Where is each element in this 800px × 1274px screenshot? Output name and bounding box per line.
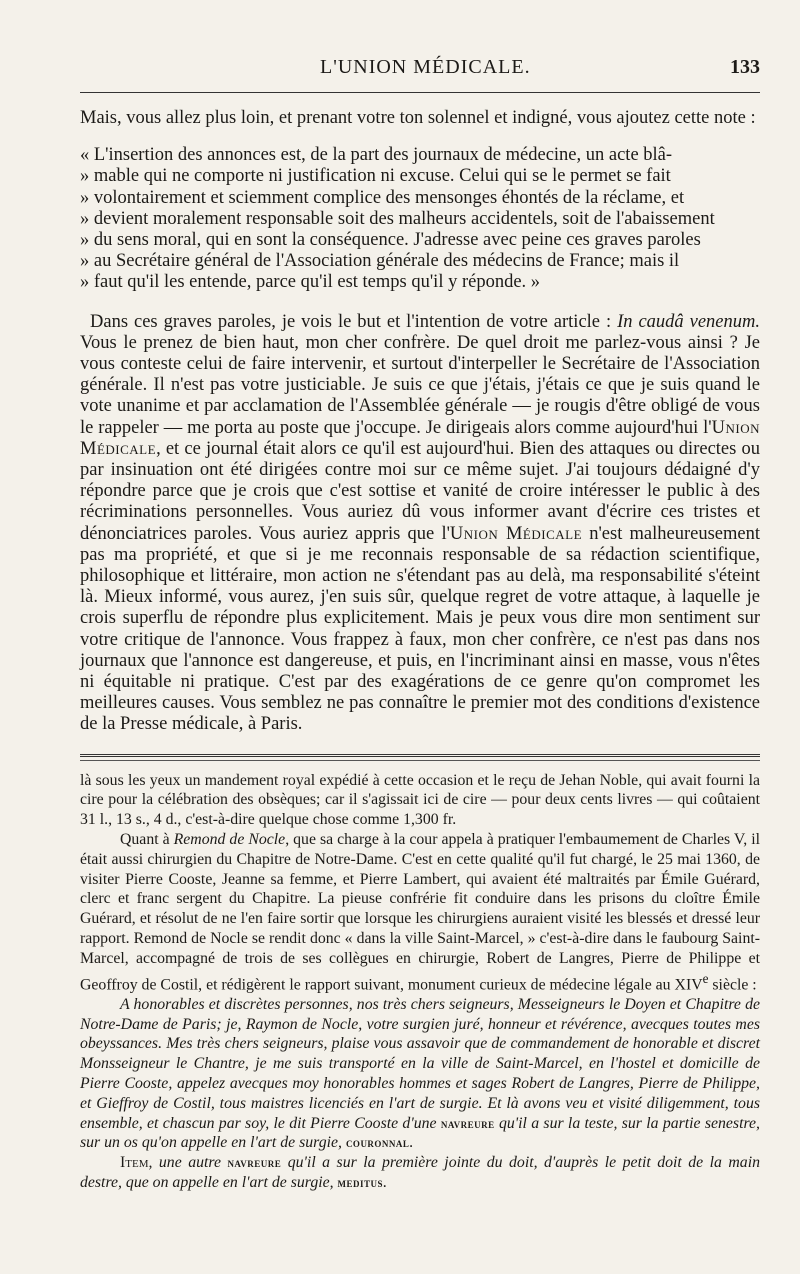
footnote-paragraph: là sous les yeux un mandement royal expédié à cette occasion et le reçu de Jehan Noble, qui avait fourni la cire pour la célébration des obsèques; car il s'agissait ici de cire — pour deux cents livres — qui coûtaient 31 l., 13 s., 4 d., c'est-à-dire quelque chose comme 1,300 fr. [80,771,760,829]
medieval-report-item [80,1153,760,1193]
journal-name: Union Médicale [449,523,583,544]
text-run: , une autre [148,1154,228,1172]
text-run: A honorables et discrètes personnes, nos très chers seigneurs, Messeigneurs le Doyen et Chapitre de Notre-Dame de Paris; je, Raymon de Nocle, votre surgien juré, honneur et révérence, avecques toutes mes obeyssances. Mes très chers seigneurs, plaise vous assavoir que de commandement de honorable et discret Monsseigneur le Chantre, je me suis transporté en la ville de Saint-Marcel, en l'hostel et domicille de Pierre Cooste, appelez avecques moy honorables hommes et sages Robert de Langres, Pierre de Philippe, et Gieffroy de Costil, tous maistres licenciés en l'art de surgie. Et là avons veu et visité diligemment, tous ensemble, et chascun par soy, le dit Pierre Cooste d'une [80,995,760,1132]
medieval-report [80,995,760,1153]
text-run: siècle : [708,975,757,993]
quote-line: « L'insertion des annonces est, de la part des journaux de médecine, un acte blâ- [80,145,673,166]
text-run: . [409,1134,414,1152]
item-label: Item [120,1154,149,1172]
header-rule [80,92,760,93]
term: meditus [337,1174,384,1190]
superscript: e [702,970,709,986]
text-run: , et ce journal était alors ce qu'il est aujourd'hui. Bien des attaques ou directes ou par insinuation ont été dirigées contre moi sur ce même sujet. J'ai toujours dédaigné d'y répondre parce que je crois que c'est sottise et vanité de croire intéresser le public à des récriminations personnelles. Vous auriez dû vous informer avant d'écrire ces tristes et dénonciatrices paroles. Vous auriez appris que l' [80,438,760,544]
text-run: . [383,1173,388,1191]
person-name: Remond de Nocle [173,831,286,849]
quote-line: » du sens moral, qui en sont la conséquence. J'adresse avec peine ces graves paroles [80,230,701,251]
term: navreure [440,1115,495,1131]
text-run: Dans ces graves paroles, je vois le but et l'intention de votre article : [90,311,618,332]
footnotes [80,771,760,1193]
latin-phrase: In caudâ venenum. [617,311,760,332]
text-run: , que sa charge à la cour appela à pratiquer l'embaumement de Charles V, il était aussi chirurgien du Chapitre de Notre-Dame. C'est en cette qualité qu'il fut chargé, le 25 mai 1360, de visiter Pierre Cooste, Jeanne sa femme, et Pierre Lambert, qui avaient été maltraités par Émile Guérard, clerc et franc sergent du Chapitre. La pieuse confrérie fit conduire dans les prisons du cloître Émile Guérard, et résolut de ne l'en faire sortir que lorsque les chirurgiens auraient visité les blessés et dressé leur rapport. Remond de Nocle se rendit donc « dans la ville Saint-Marcel, » c'est-à-dire dans le faubourg Saint-Marcel, accompagné de trois de ses collègues en chirurgie, Robert de Langres, Pierre de Philippe et Geoffroy de Costil, et rédigèrent le rapport suivant, monument curieux de médecine légale au [80,831,760,993]
journal-name: Union Médicale [80,417,760,459]
term: couronnal [345,1135,410,1151]
quote-line: » faut qu'il les entende, parce qu'il est temps qu'il y réponde. » [80,272,541,293]
text-run: Quant à [120,831,174,849]
running-title: L'UNION MÉDICALE. [320,56,531,78]
century-numeral: XIV [674,975,703,993]
paragraph-intro: Mais, vous allez plus loin, et prenant votre ton solennel et indigné, vous ajoutez cette note : [80,108,756,128]
text-run: n'est malheureusement pas ma propriété, et que si je me reconnais responsable de sa rédaction scientifique, philosophique et littéraire, mon action ne s'étendant pas au delà, ma responsabilité s'éteint là. Mieux informé, vous aurez, j'en suis sûr, quelque regret de votre attaque, à laquelle je crois superflu de répondre plus explicitement. Mais je peux vous dire mon sentiment sur votre critique de l'annonce. Vous frappez à faux, mon cher confrère, ce n'est pas dans nos journaux que l'annonce est dangereuse, et puis, en l'incriminant ainsi en masse, vous n'êtes ni équitable ni pratique. C'est par des exagérations de ce genre qu'on compromet les meilleures causes. Vous semblez ne pas connaître le premier mot des conditions d'existence de la Presse médicale, à Paris. [80,523,760,735]
main-text [80,108,760,736]
footnote-separator-thin [80,760,760,761]
quote-line: » au Secrétaire général de l'Association générale des médecins de France; mais il [80,251,680,272]
footnote-separator [80,754,760,757]
text-run: Vous le prenez de bien haut, mon cher confrère. De quel droit me parlez-vous ainsi ? Je vous conteste celui de faire intervenir, et surtout d'interpeller le Secrétaire de l'Association générale. Il n'est pas votre justiciable. Je suis ce que j'étais, j'étais ce que je suis quand le vote unanime et par acclamation de l'Assemblée générale — je rougis d'être obligé de vous le rappeler — me porta au poste que j'occupe. Je dirigeais alors comme aujourd'hui l' [80,332,760,438]
text-run: qu'il a sur la première jointe du doit, d'auprès le petit doit de la main destre, que on appelle en l'art de surgie, [80,1154,760,1191]
quote-line: » mable qui ne comporte ni justification ni excuse. Celui qui se le permet se fait [80,166,671,187]
term: navreure [227,1155,282,1171]
quote-line: » volontairement et sciemment complice des mensonges éhontés de la réclame, et [80,187,685,208]
page-number: 133 [730,56,760,78]
text-run: qu'il a sur la teste, sur la partie senestre, sur un os qu'on appelle en l'art de surgie, [80,1114,760,1152]
quote-line: » devient moralement responsable soit des malheurs accidentels, soit de l'abaissement [80,208,715,229]
paragraph-reply [80,312,760,736]
footnote-paragraph [80,830,760,995]
page-header [80,44,760,82]
